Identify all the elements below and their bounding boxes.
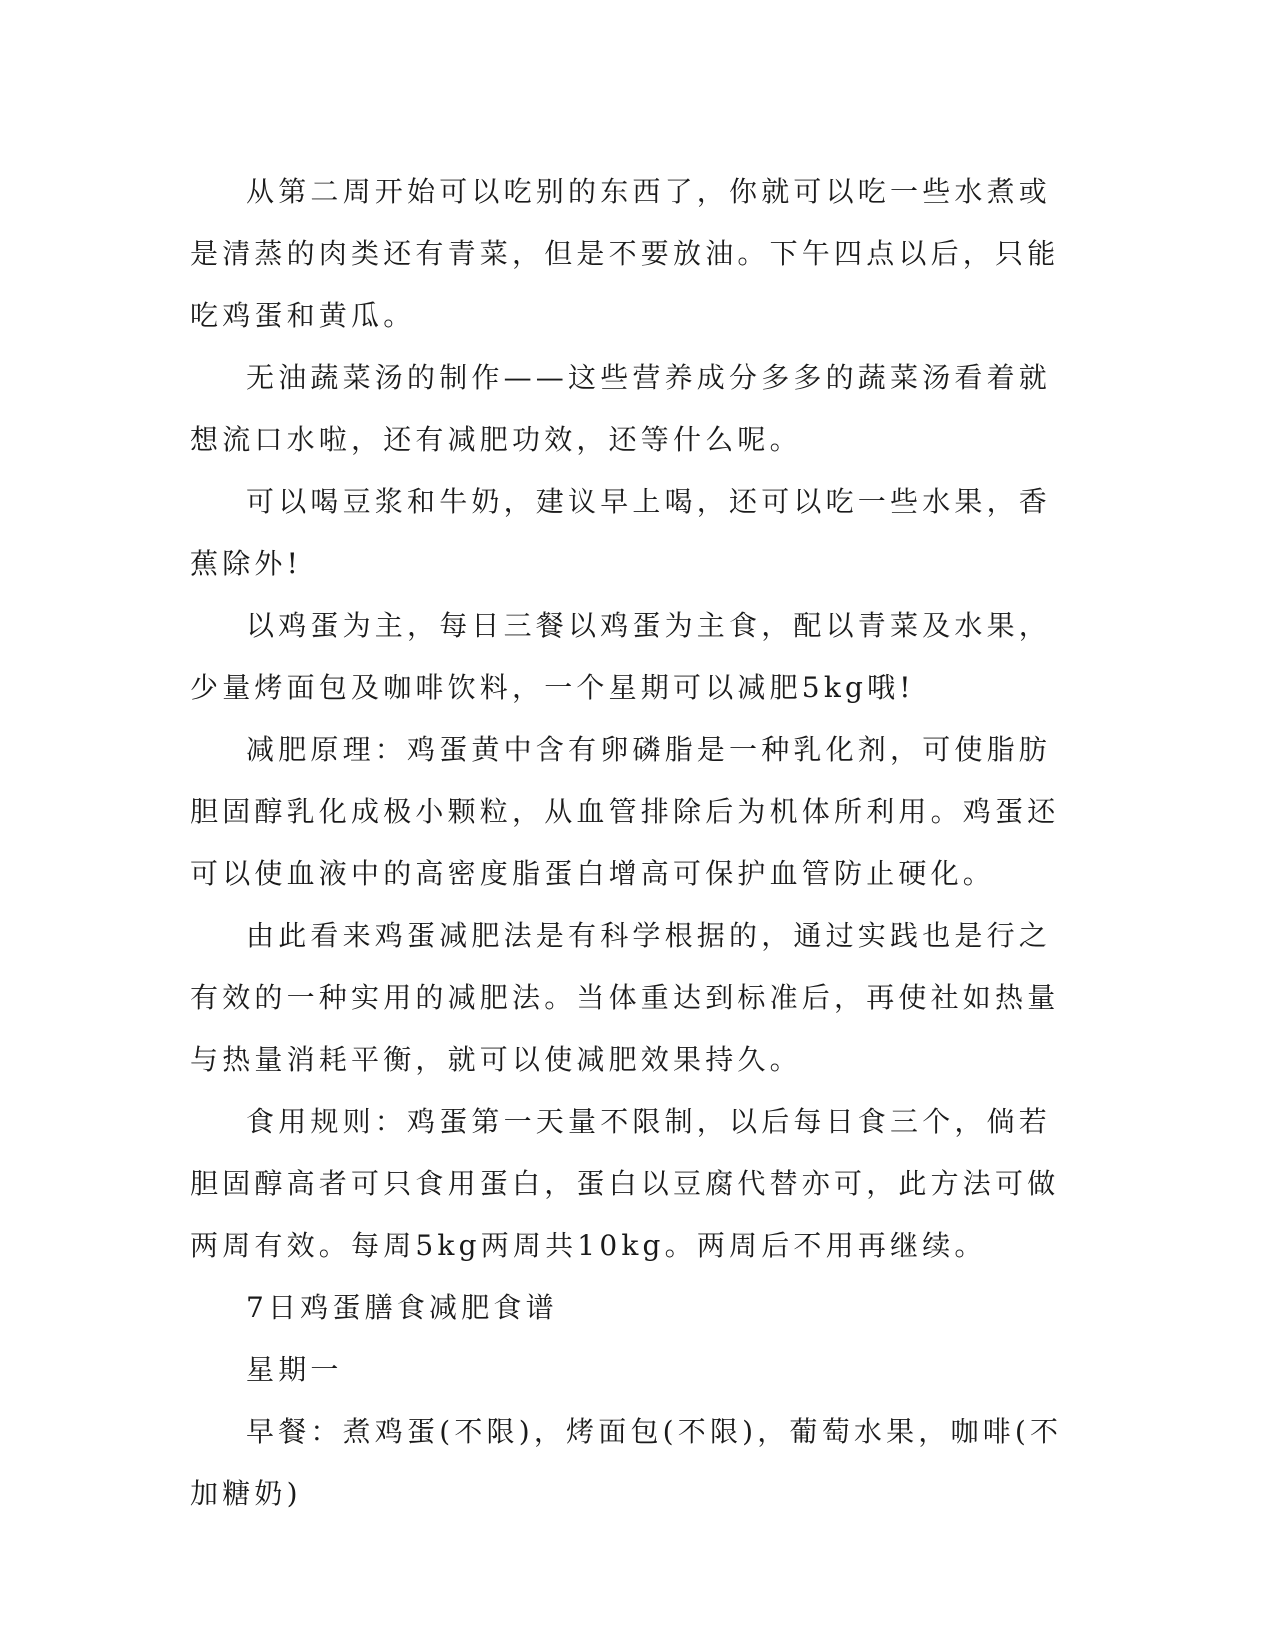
paragraph-veg-soup: 无油蔬菜汤的制作——这些营养成分多多的蔬菜汤看着就想流口水啦，还有减肥功效，还等什么呢。 — [190, 361, 1052, 456]
paragraph-principle: 减肥原理：鸡蛋黄中含有卵磷脂是一种乳化剂，可使脂肪胆固醇乳化成极小颗粒，从血管排除后为机体所利用。鸡蛋还可以使血液中的高密度脂蛋白增高可保护血管防止硬化。 — [190, 733, 1060, 890]
paragraph-rules: 食用规则：鸡蛋第一天量不限制，以后每日食三个，倘若胆固醇高者可只食用蛋白，蛋白以豆腐代替亦可，此方法可做两周有效。每周5kg两周共10kg。两周后不用再继续。 — [190, 1105, 1060, 1262]
paragraph-soy-milk: 可以喝豆浆和牛奶，建议早上喝，还可以吃一些水果，香蕉除外! — [190, 485, 1052, 580]
recipe-heading: 7日鸡蛋膳食减肥食谱 — [246, 1291, 558, 1324]
paragraph-egg-main: 以鸡蛋为主，每日三餐以鸡蛋为主食，配以青菜及水果，少量烤面包及咖啡饮料，一个星期可以减肥5kg哦! — [190, 609, 1052, 704]
paragraph-week-two: 从第二周开始可以吃别的东西了，你就可以吃一些水煮或是清蒸的肉类还有青菜，但是不要放油。下午四点以后，只能吃鸡蛋和黄瓜。 — [190, 175, 1060, 332]
day-monday: 星期一 — [246, 1353, 343, 1386]
paragraph-scientific: 由此看来鸡蛋减肥法是有科学根据的，通过实践也是行之有效的一种实用的减肥法。当体重达到标准后，再使社如热量与热量消耗平衡，就可以使减肥效果持久。 — [190, 919, 1060, 1076]
document-body — [190, 161, 1080, 1525]
breakfast-line: 早餐：煮鸡蛋(不限)，烤面包(不限)，葡萄水果，咖啡(不加糖奶) — [190, 1415, 1063, 1510]
